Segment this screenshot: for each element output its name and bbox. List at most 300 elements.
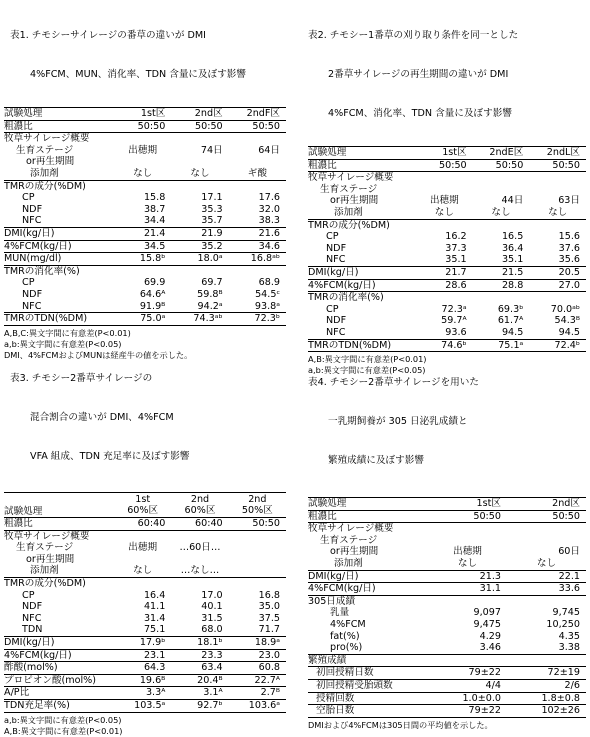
table-row: [308, 642, 586, 654]
cell-value: 38.7: [143, 203, 166, 215]
row-label: 繁殖成績: [308, 654, 428, 667]
cell-value: 54.5ᶜ: [255, 288, 280, 300]
caption-line: VFA 組成、TDN 充足率に及ぼす影響: [30, 451, 190, 462]
cell-value: 出穂期: [128, 542, 158, 554]
row-label: NFC: [22, 612, 42, 624]
table-row: [4, 636, 286, 649]
cell-value: [171, 180, 228, 192]
cell-value: 41.1: [143, 601, 166, 613]
cell-value: 64.6ᴬ: [139, 288, 166, 300]
cell-value: [529, 184, 586, 196]
row-label: 生育ステージ: [16, 144, 74, 156]
cell-value: 2ndE区: [473, 147, 530, 160]
row-label: CP: [326, 303, 339, 315]
table-row: [308, 510, 586, 523]
cell-value: 21.5: [473, 266, 530, 279]
cell-value: 21.4: [114, 227, 171, 240]
table-row: [4, 289, 286, 301]
cell-value: なし: [114, 168, 171, 180]
cell-value: [416, 184, 473, 196]
table-row: [4, 253, 286, 266]
cell-value: 37.5: [258, 612, 280, 624]
cell-value: [229, 542, 286, 554]
cell-value: 21.6: [229, 227, 286, 240]
cell-value: 17.1: [201, 192, 223, 204]
row-label: 初回授精受胎頭数: [308, 679, 428, 692]
cell-value: 4.35: [558, 630, 580, 642]
cell-value: 50:50: [416, 159, 473, 172]
cell-value: 35.6: [529, 254, 586, 266]
cell-value: [114, 156, 171, 168]
cell-value: 15.8: [143, 192, 166, 204]
table-2: [308, 3, 586, 376]
row-label: NDF: [22, 601, 43, 613]
cell-value: …なし…: [171, 565, 228, 577]
row-label: DMI(kg/日): [308, 570, 428, 583]
cell-value: 23.0: [229, 649, 286, 662]
cell-value: 102±26: [507, 705, 586, 718]
table-row: [308, 172, 586, 184]
cell-value: 27.0: [529, 279, 586, 292]
row-label: 4%FCM(kg/日): [308, 279, 416, 292]
table-row: [4, 192, 286, 204]
row-label: TMRの成分(%DM): [308, 219, 390, 231]
cell-value: 37.3: [445, 242, 467, 254]
cell-value: 15.6: [558, 231, 580, 243]
cell-value: 16.8: [258, 589, 280, 601]
table-row: [308, 231, 586, 243]
cell-value: 50:50: [171, 120, 228, 133]
cell-value: 35.0: [258, 601, 280, 613]
cell-value: [473, 184, 530, 196]
cell-value: 16.2: [445, 231, 467, 243]
row-label: MUN(mg/dl): [4, 253, 114, 266]
cell-value: 22.7ᴬ: [229, 674, 286, 687]
caption-line: 表3. チモシー2番草サイレージの: [10, 373, 153, 384]
cell-value: 16.8ᵃᵇ: [229, 253, 286, 266]
caption-line: 繁殖成績に及ぼす影響: [328, 455, 424, 466]
row-label: CP: [326, 231, 339, 243]
cell-value: 103.6ᵃ: [229, 699, 286, 712]
table-row: [308, 327, 586, 339]
row-label: CP: [22, 589, 35, 601]
table-row: [308, 619, 586, 631]
table-header-row: [4, 493, 286, 518]
cell-value: なし: [507, 558, 586, 570]
cell-value: 3.38: [507, 642, 586, 654]
cell-value: 91.9ᴮ: [114, 301, 171, 313]
cell-value: [507, 595, 586, 607]
cell-value: 1.0±0.0: [428, 692, 507, 705]
cell-value: [428, 595, 507, 607]
cell-value: 10,250: [546, 618, 580, 630]
cell-value: 79±22: [428, 705, 507, 718]
cell-value: 3.46: [428, 642, 507, 654]
table-row: [4, 156, 286, 168]
table-row: [4, 542, 286, 554]
table-row: [4, 120, 286, 133]
cell-value: 18.9ᵃ: [229, 636, 286, 649]
cell-value: 2.7ᴮ: [229, 687, 286, 700]
row-label: 添加剤: [4, 168, 114, 180]
table-row: [308, 279, 586, 292]
cell-value: 4.29: [479, 630, 501, 642]
row-label: 授精回数: [308, 692, 428, 705]
table-row: [308, 292, 586, 304]
cell-value: 20.5: [529, 266, 586, 279]
cell-value: 出穂期: [453, 546, 482, 558]
row-label: 4%FCM(kg/日): [4, 240, 114, 253]
cell-value: 21.9: [171, 227, 228, 240]
cell-value: 19.6ᴮ: [114, 674, 171, 687]
row-label: 乳量: [330, 607, 350, 619]
cell-value: 23.1: [114, 649, 171, 662]
table-row: [4, 554, 286, 566]
cell-value: 34.5: [114, 240, 171, 253]
table-row: [4, 265, 286, 277]
cell-value: 63.4: [171, 662, 228, 675]
cell-value: [229, 554, 286, 566]
cell-value: [229, 180, 286, 192]
cell-value: [171, 554, 228, 566]
cell-value: 34.6: [229, 240, 286, 253]
cell-value: 60.8: [229, 662, 286, 675]
cell-value: 31.1: [428, 583, 507, 596]
cell-value: 35.7: [171, 215, 228, 227]
caption-line: 一乳期飼養が 305 日泌乳成績と: [328, 416, 468, 427]
table-1: [4, 3, 286, 361]
cell-value: 17.6: [258, 192, 280, 204]
cell-value: 36.4: [501, 242, 524, 254]
cell-value: [229, 133, 286, 145]
cell-value: 59.7ᴬ: [441, 315, 467, 327]
cell-value: 1st区: [428, 498, 507, 511]
cell-value: 54.3ᴮ: [554, 315, 580, 327]
column-header: 1st 60%区: [114, 493, 171, 518]
table-row: [308, 595, 586, 607]
cell-value: 38.3: [229, 215, 286, 227]
row-label: 生育ステージ: [320, 534, 378, 546]
table-row: [4, 590, 286, 602]
table-row: [4, 613, 286, 625]
row-label: 牧草サイレージ概要: [308, 172, 394, 184]
cell-value: 92.7ᵇ: [171, 699, 228, 712]
cell-value: 1.8±0.8: [507, 692, 586, 705]
row-label: TMRのTDN(%DM): [4, 313, 114, 326]
row-label: 牧草サイレージ概要: [4, 133, 90, 145]
cell-value: 75.1: [114, 624, 171, 636]
row-label: 添加剤: [308, 207, 416, 219]
row-label: NFC: [308, 327, 416, 339]
cell-value: 4/4: [428, 679, 507, 692]
row-label: NFC: [4, 301, 114, 313]
table-row: [308, 159, 586, 172]
cell-value: 16.4: [143, 589, 166, 601]
cell-value: [114, 265, 171, 277]
cell-value: 72.3ᵃ: [441, 303, 467, 315]
row-label: 試験処理: [308, 147, 416, 160]
cell-value: 37.6: [558, 242, 580, 254]
table-row: [308, 147, 586, 160]
row-label: プロピオン酸(mol%): [4, 674, 114, 687]
cell-value: 34.4: [114, 215, 171, 227]
cell-value: 35.2: [171, 240, 228, 253]
header-label: 試験処理: [4, 493, 114, 518]
row-label: DMI(kg/日): [4, 227, 114, 240]
cell-value: 72±19: [507, 667, 586, 680]
cell-value: [428, 523, 507, 535]
cell-value: 50:50: [114, 120, 171, 133]
cell-value: 28.6: [416, 279, 473, 292]
table-row: [308, 266, 586, 279]
cell-value: [529, 219, 586, 231]
table-row: [4, 518, 286, 531]
table-2-caption: [308, 3, 586, 146]
cell-value: 2nd区: [507, 498, 586, 511]
table-row: [308, 583, 586, 596]
table-row: [308, 546, 586, 558]
caption-line: 表2. チモシー1番草の刈り取り条件を同一とした: [308, 30, 519, 41]
table-3-caption: [4, 346, 286, 489]
cell-value: なし: [416, 207, 473, 219]
cell-value: 69.9: [143, 277, 166, 289]
cell-value: 出穂期: [429, 195, 459, 207]
row-label: 空胎日数: [308, 705, 428, 718]
row-label: CP: [22, 192, 35, 204]
cell-value: [529, 292, 586, 304]
row-label: 粗濃比: [4, 518, 114, 531]
row-label: CP: [22, 277, 35, 289]
note: A,B:異文字間に有意差(P<0.01): [4, 725, 123, 736]
cell-value: 93.6: [416, 327, 473, 339]
cell-value: 1st区: [114, 108, 171, 121]
cell-value: なし: [171, 168, 228, 180]
row-label: TMRの成分(%DM): [4, 577, 86, 589]
cell-value: 94.2ᵃ: [171, 301, 228, 313]
cell-value: [171, 530, 228, 542]
cell-value: 61.7ᴬ: [497, 315, 524, 327]
cell-value: 28.8: [473, 279, 530, 292]
cell-value: 33.6: [507, 583, 586, 596]
table-row: [4, 108, 286, 121]
cell-value: 94.5: [529, 327, 586, 339]
cell-value: 74.6ᵇ: [416, 339, 473, 352]
table-3: [4, 346, 286, 737]
table-row: [4, 180, 286, 192]
table-1-body: [4, 107, 286, 326]
cell-value: [229, 156, 286, 168]
cell-value: [171, 156, 228, 168]
cell-value: 32.0: [258, 203, 280, 215]
table-row: [308, 219, 586, 231]
cell-value: 21.7: [416, 266, 473, 279]
cell-value: [114, 577, 171, 589]
cell-value: なし: [114, 565, 171, 577]
table-4-caption: [308, 350, 586, 493]
row-label: or再生期間: [330, 546, 379, 558]
table-row: [308, 523, 586, 535]
table-row: [308, 535, 586, 547]
row-label: TDN: [4, 624, 114, 636]
cell-value: [473, 219, 530, 231]
cell-value: [114, 133, 171, 145]
caption-line: 4%FCM、消化率、TDN 含量に及ぼす影響: [328, 108, 512, 119]
table-row: [4, 168, 286, 180]
table-row: [308, 654, 586, 667]
cell-value: [171, 577, 228, 589]
cell-value: 9,745: [552, 607, 580, 619]
row-label: TMRの消化率(%): [308, 292, 384, 304]
cell-value: 16.5: [501, 231, 524, 243]
table-row: [4, 674, 286, 687]
cell-value: 9,097: [473, 607, 501, 619]
table-row: [308, 207, 586, 219]
row-label: 添加剤: [4, 565, 114, 577]
table-row: [308, 254, 586, 266]
table-2-body: [308, 146, 586, 352]
cell-value: なし: [529, 207, 586, 219]
cell-value: 72.4ᵇ: [529, 339, 586, 352]
row-label: TDN充足率(%): [4, 699, 114, 712]
cell-value: [114, 554, 171, 566]
cell-value: 50:50: [529, 159, 586, 172]
table-row: [308, 679, 586, 692]
cell-value: 50:50: [229, 518, 286, 531]
cell-value: 74.3ᵃᵇ: [171, 313, 228, 326]
caption-line: 4%FCM、MUN、消化率、TDN 含量に及ぼす影響: [30, 69, 246, 80]
cell-value: [171, 265, 228, 277]
caption-line: 2番草サイレージの再生期間の違いが DMI: [328, 69, 509, 80]
table-row: [308, 243, 586, 255]
table-4-notes: [308, 720, 586, 731]
cell-value: 68.9: [258, 277, 280, 289]
table-row: [308, 692, 586, 705]
row-label: 生育ステージ: [320, 183, 378, 195]
cell-value: 63日: [558, 195, 580, 207]
cell-value: [416, 172, 473, 184]
table-3-body: [4, 492, 286, 713]
row-label: DMI(kg/日): [4, 636, 114, 649]
table-row: [308, 498, 586, 511]
cell-value: ギ酸: [229, 168, 286, 180]
cell-value: [507, 523, 586, 535]
column-header: 2nd 60%区: [171, 493, 228, 518]
note: A,B:異文字間に有意差(P<0.01): [308, 354, 427, 365]
table-row: [4, 649, 286, 662]
cell-value: [229, 565, 286, 577]
cell-value: 69.7: [201, 277, 223, 289]
row-label: NDF: [22, 203, 43, 215]
cell-value: 71.7: [229, 624, 286, 636]
cell-value: 20.4ᴮ: [171, 674, 228, 687]
cell-value: 31.4: [143, 612, 166, 624]
cell-value: 59.8ᴮ: [197, 288, 223, 300]
cell-value: 35.1: [416, 254, 473, 266]
cell-value: 22.1: [507, 570, 586, 583]
table-row: [308, 570, 586, 583]
row-label: 4%FCM(kg/日): [4, 649, 114, 662]
table-4: [308, 350, 586, 731]
cell-value: [473, 172, 530, 184]
caption-line: 混合割合の違いが DMI、4%FCM: [30, 412, 174, 423]
cell-value: 72.3ᵇ: [229, 313, 286, 326]
table-row: [308, 195, 586, 207]
cell-value: 18.1ᵇ: [171, 636, 228, 649]
row-label: or再生期間: [330, 195, 379, 207]
cell-value: [114, 530, 171, 542]
cell-value: 15.8ᵇ: [114, 253, 171, 266]
note: a,b:異文字間に有意差(P<0.05): [4, 714, 122, 725]
cell-value: [416, 292, 473, 304]
cell-value: [529, 172, 586, 184]
cell-value: 23.3: [171, 649, 228, 662]
cell-value: [428, 535, 507, 547]
table-row: [308, 304, 586, 316]
table-row: [4, 204, 286, 216]
cell-value: 9,475: [473, 618, 501, 630]
row-label: 4%FCM(kg/日): [308, 583, 428, 596]
row-label: TMRの消化率(%): [4, 265, 80, 277]
cell-value: 60:40: [171, 518, 228, 531]
table-row: [308, 667, 586, 680]
cell-value: 1st区: [416, 147, 473, 160]
cell-value: 17.0: [201, 589, 223, 601]
note: DMIおよび4%FCMは305日間の平均値を示した。: [308, 719, 493, 730]
table-4-body: [308, 497, 586, 718]
cell-value: 2ndF区: [229, 108, 286, 121]
row-label: A/P比: [4, 687, 114, 700]
row-label: 初回授精日数: [308, 667, 428, 680]
table-row: [4, 699, 286, 712]
cell-value: 50:50: [473, 159, 530, 172]
cell-value: 3.1ᴬ: [171, 687, 228, 700]
cell-value: [416, 219, 473, 231]
row-label: NFC: [4, 215, 114, 227]
cell-value: [229, 265, 286, 277]
row-label: 試験処理: [308, 498, 428, 511]
cell-value: 70.0ᵃᵇ: [550, 303, 580, 315]
cell-value: なし: [473, 207, 530, 219]
cell-value: 2nd区: [171, 108, 228, 121]
row-label: 牧草サイレージ概要: [308, 523, 394, 535]
row-label: 粗濃比: [308, 510, 428, 523]
cell-value: 2ndL区: [529, 147, 586, 160]
table-3-notes: [4, 715, 286, 737]
table-row: [4, 624, 286, 636]
cell-value: 40.1: [201, 601, 223, 613]
cell-value: [229, 577, 286, 589]
table-row: [4, 662, 286, 675]
cell-value: 64日: [258, 144, 280, 156]
cell-value: 18.0ᵃ: [171, 253, 228, 266]
cell-value: 31.5: [201, 612, 223, 624]
table-row: [4, 227, 286, 240]
cell-value: 93.8ᵃ: [229, 301, 286, 313]
cell-value: [171, 133, 228, 145]
cell-value: 50:50: [507, 510, 586, 523]
row-label: 酢酸(mol%): [4, 662, 114, 675]
table-row: [4, 277, 286, 289]
note: a,b:異文字間に有意差(P<0.05): [308, 365, 426, 376]
table-row: [4, 687, 286, 700]
table-row: [308, 315, 586, 327]
cell-value: 94.5: [473, 327, 530, 339]
row-label: 試験処理: [4, 108, 114, 121]
table-row: [4, 215, 286, 227]
table-row: [4, 565, 286, 577]
cell-value: 69.3ᵇ: [497, 303, 524, 315]
cell-value: 60日: [558, 546, 580, 558]
